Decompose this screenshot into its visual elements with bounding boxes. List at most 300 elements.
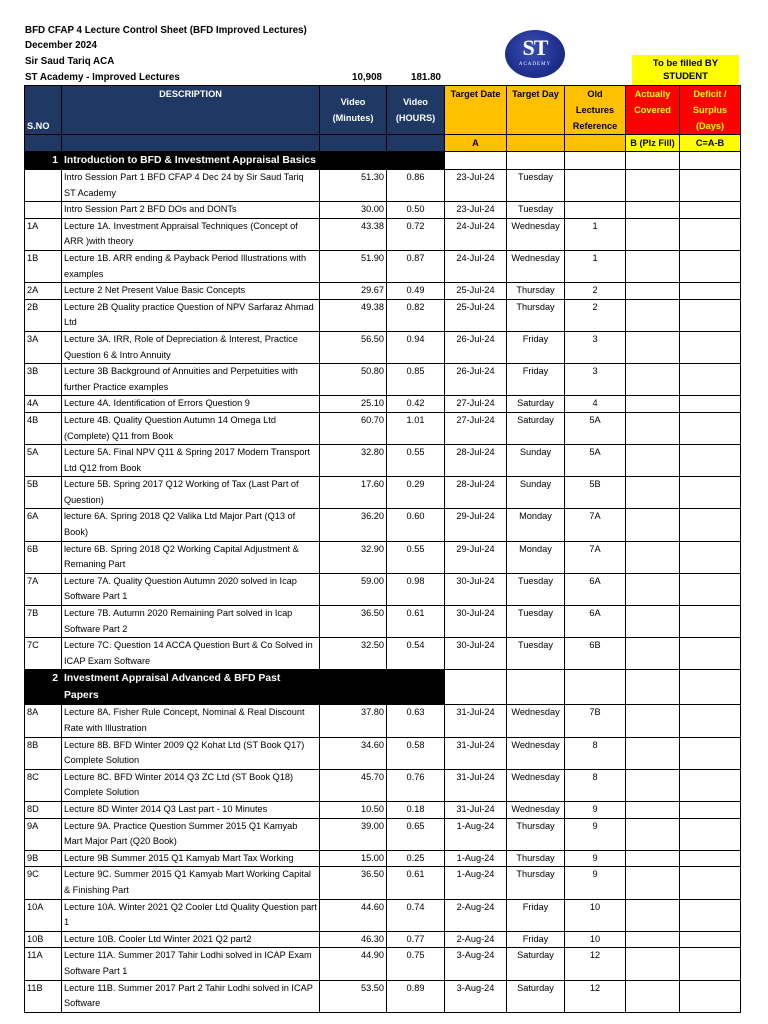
total-minutes: 10,908 <box>352 72 382 83</box>
actually-covered-input[interactable] <box>626 250 680 282</box>
lecture-minutes: 17.60 <box>320 477 387 509</box>
lecture-sno: 2B <box>25 299 62 331</box>
lecture-old-reference: 9 <box>565 818 626 850</box>
actually-covered-input[interactable] <box>626 477 680 509</box>
deficit-surplus-cell <box>680 477 741 509</box>
logo-sub-text: ACADEMY <box>518 62 552 67</box>
lecture-target-day: Wednesday <box>507 250 565 282</box>
col-video-minutes: Video (Minutes) <box>320 86 387 135</box>
actually-covered-input[interactable] <box>626 850 680 867</box>
lecture-description: lecture 6B. Spring 2018 Q2 Working Capital Adjustment & Remaning Part <box>62 541 320 573</box>
lecture-sno: 8A <box>25 705 62 737</box>
sub-blank <box>387 135 445 152</box>
lecture-hours: 0.65 <box>387 818 445 850</box>
lecture-hours: 0.60 <box>387 509 445 541</box>
lecture-row <box>25 170 741 202</box>
subheader-row <box>25 135 741 152</box>
actually-covered-input[interactable] <box>626 202 680 219</box>
deficit-surplus-cell <box>680 170 741 202</box>
lecture-minutes: 44.60 <box>320 899 387 931</box>
lecture-hours: 0.86 <box>387 170 445 202</box>
lecture-sno: 6B <box>25 541 62 573</box>
lecture-description: Lecture 7A. Quality Question Autumn 2020 solved in Icap Software Part 1 <box>62 573 320 605</box>
section-title: Investment Appraisal Advanced & BFD Past Papers <box>62 670 320 705</box>
lecture-hours: 0.72 <box>387 218 445 250</box>
col-sno: S.NO <box>25 86 62 135</box>
lecture-sno: 5B <box>25 477 62 509</box>
lecture-description: Lecture 10A. Winter 2021 Q2 Cooler Ltd Quality Question part 1 <box>62 899 320 931</box>
lecture-hours: 0.75 <box>387 948 445 980</box>
deficit-surplus-cell <box>680 250 741 282</box>
sub-blank <box>507 135 565 152</box>
lecture-minutes: 44.90 <box>320 948 387 980</box>
lecture-hours: 0.42 <box>387 396 445 413</box>
lecture-hours: 0.55 <box>387 541 445 573</box>
lecture-sno: 11A <box>25 948 62 980</box>
lecture-target-date: 23-Jul-24 <box>445 170 507 202</box>
lecture-row <box>25 396 741 413</box>
lecture-description: Lecture 10B. Cooler Ltd Winter 2021 Q2 part2 <box>62 931 320 948</box>
lecture-description: Lecture 5B. Spring 2017 Q12 Working of Tax (Last Part of Question) <box>62 477 320 509</box>
lecture-target-date: 1-Aug-24 <box>445 818 507 850</box>
lecture-sno: 9B <box>25 850 62 867</box>
lecture-row <box>25 445 741 477</box>
section-fill <box>387 152 445 170</box>
sub-blank <box>320 135 387 152</box>
lecture-target-day: Wednesday <box>507 737 565 769</box>
lecture-description: Lecture 8C. BFD Winter 2014 Q3 ZC Ltd (ST Book Q18) Complete Solution <box>62 769 320 801</box>
lecture-description: Lecture 9B Summer 2015 Q1 Kamyab Mart Tax Working <box>62 850 320 867</box>
deficit-surplus-cell <box>680 818 741 850</box>
lecture-old-reference: 7B <box>565 705 626 737</box>
lecture-sno: 10A <box>25 899 62 931</box>
deficit-surplus-cell <box>680 396 741 413</box>
lecture-row <box>25 331 741 363</box>
lecture-old-reference: 6A <box>565 573 626 605</box>
deficit-surplus-cell <box>680 218 741 250</box>
lecture-row <box>25 218 741 250</box>
lecture-sno: 1A <box>25 218 62 250</box>
lecture-target-day: Friday <box>507 931 565 948</box>
actually-covered-input[interactable] <box>626 948 680 980</box>
lecture-target-day: Wednesday <box>507 801 565 818</box>
actually-covered-input[interactable] <box>626 573 680 605</box>
actually-covered-input[interactable] <box>626 170 680 202</box>
deficit-surplus-cell <box>680 850 741 867</box>
lecture-row <box>25 250 741 282</box>
lecture-description: Lecture 9A. Practice Question Summer 2015 Q1 Kamyab Mart Major Part (Q20 Book) <box>62 818 320 850</box>
lecture-row <box>25 818 741 850</box>
actually-covered-input[interactable] <box>626 283 680 300</box>
section-number: 1 <box>25 152 62 170</box>
lecture-hours: 0.74 <box>387 899 445 931</box>
actually-covered-input[interactable] <box>626 331 680 363</box>
sub-blank <box>62 135 320 152</box>
col-target-date: Target Date <box>445 86 507 135</box>
lecture-description: Lecture 4B. Quality Question Autumn 14 Omega Ltd (Complete) Q11 from Book <box>62 412 320 444</box>
lecture-row <box>25 850 741 867</box>
lecture-target-day: Sunday <box>507 477 565 509</box>
lecture-description: Lecture 9C. Summer 2015 Q1 Kamyab Mart Working Capital & Finishing Part <box>62 867 320 899</box>
actually-covered-input[interactable] <box>626 737 680 769</box>
lecture-control-table <box>24 85 741 1013</box>
lecture-minutes: 32.50 <box>320 638 387 670</box>
sheet-author: Sir Saud Tariq ACA <box>25 56 115 67</box>
lecture-hours: 0.58 <box>387 737 445 769</box>
lecture-sno: 7B <box>25 606 62 638</box>
lecture-row <box>25 899 741 931</box>
actually-covered-input[interactable] <box>626 509 680 541</box>
lecture-description: Lecture 3A. IRR, Role of Depreciation & Interest, Practice Question 6 & Intro Annuity <box>62 331 320 363</box>
lecture-row <box>25 202 741 219</box>
lecture-target-date: 30-Jul-24 <box>445 606 507 638</box>
lecture-description: Lecture 2B Quality practice Question of NPV Sarfaraz Ahmad Ltd <box>62 299 320 331</box>
lecture-hours: 0.54 <box>387 638 445 670</box>
section-empty <box>445 152 507 170</box>
lecture-sno <box>25 202 62 219</box>
lecture-description: Lecture 8B. BFD Winter 2009 Q2 Kohat Ltd (ST Book Q17) Complete Solution <box>62 737 320 769</box>
lecture-target-date: 31-Jul-24 <box>445 737 507 769</box>
lecture-minutes: 36.50 <box>320 867 387 899</box>
actually-covered-input[interactable] <box>626 705 680 737</box>
section-fill <box>387 670 445 705</box>
deficit-surplus-cell <box>680 412 741 444</box>
actually-covered-input[interactable] <box>626 606 680 638</box>
lecture-old-reference: 12 <box>565 980 626 1012</box>
lecture-sno: 6A <box>25 509 62 541</box>
lecture-target-day: Tuesday <box>507 606 565 638</box>
lecture-target-day: Friday <box>507 899 565 931</box>
lecture-target-day: Monday <box>507 509 565 541</box>
section-empty <box>565 670 626 705</box>
lecture-hours: 0.55 <box>387 445 445 477</box>
lecture-minutes: 29.67 <box>320 283 387 300</box>
to-be-filled-banner: To be filled BY STUDENT <box>632 55 739 85</box>
lecture-target-day: Wednesday <box>507 218 565 250</box>
lecture-minutes: 59.00 <box>320 573 387 605</box>
lecture-target-day: Wednesday <box>507 705 565 737</box>
lecture-row <box>25 606 741 638</box>
deficit-surplus-cell <box>680 737 741 769</box>
deficit-surplus-cell <box>680 867 741 899</box>
section-row <box>25 670 741 705</box>
actually-covered-input[interactable] <box>626 931 680 948</box>
lecture-target-day: Saturday <box>507 412 565 444</box>
lecture-hours: 0.94 <box>387 331 445 363</box>
actually-covered-input[interactable] <box>626 801 680 818</box>
lecture-row <box>25 705 741 737</box>
lecture-minutes: 39.00 <box>320 818 387 850</box>
actually-covered-input[interactable] <box>626 218 680 250</box>
lecture-old-reference <box>565 170 626 202</box>
lecture-sno: 3A <box>25 331 62 363</box>
lecture-target-date: 27-Jul-24 <box>445 396 507 413</box>
lecture-hours: 1.01 <box>387 412 445 444</box>
lecture-minutes: 60.70 <box>320 412 387 444</box>
lecture-minutes: 37.80 <box>320 705 387 737</box>
deficit-surplus-cell <box>680 364 741 396</box>
actually-covered-input[interactable] <box>626 818 680 850</box>
lecture-minutes: 32.90 <box>320 541 387 573</box>
actually-covered-input[interactable] <box>626 899 680 931</box>
lecture-hours: 0.87 <box>387 250 445 282</box>
actually-covered-input[interactable] <box>626 445 680 477</box>
lecture-minutes: 50.80 <box>320 364 387 396</box>
lecture-description: Lecture 7B. Autumn 2020 Remaining Part solved in Icap Software Part 2 <box>62 606 320 638</box>
lecture-target-date: 3-Aug-24 <box>445 948 507 980</box>
lecture-row <box>25 638 741 670</box>
lecture-old-reference <box>565 202 626 219</box>
lecture-target-date: 26-Jul-24 <box>445 364 507 396</box>
section-empty <box>445 670 507 705</box>
lecture-minutes: 34.60 <box>320 737 387 769</box>
lecture-target-day: Tuesday <box>507 202 565 219</box>
section-empty <box>565 152 626 170</box>
lecture-minutes: 49.38 <box>320 299 387 331</box>
lecture-target-day: Thursday <box>507 867 565 899</box>
lecture-old-reference: 6B <box>565 638 626 670</box>
lecture-hours: 0.77 <box>387 931 445 948</box>
lecture-row <box>25 509 741 541</box>
deficit-surplus-cell <box>680 705 741 737</box>
lecture-minutes: 51.30 <box>320 170 387 202</box>
actually-covered-input[interactable] <box>626 364 680 396</box>
section-empty <box>680 670 741 705</box>
lecture-target-day: Friday <box>507 331 565 363</box>
lecture-row <box>25 283 741 300</box>
actually-covered-input[interactable] <box>626 980 680 1012</box>
lecture-old-reference: 1 <box>565 218 626 250</box>
lecture-description: Intro Session Part 1 BFD CFAP 4 Dec 24 by Sir Saud Tariq ST Academy <box>62 170 320 202</box>
lecture-old-reference: 5A <box>565 412 626 444</box>
lecture-target-day: Thursday <box>507 850 565 867</box>
section-fill <box>320 670 387 705</box>
lecture-target-date: 31-Jul-24 <box>445 801 507 818</box>
section-row <box>25 152 741 170</box>
deficit-surplus-cell <box>680 948 741 980</box>
lecture-description: Lecture 8A. Fisher Rule Concept, Nominal & Real Discount Rate with Illustration <box>62 705 320 737</box>
table-body <box>25 152 741 1013</box>
lecture-row <box>25 801 741 818</box>
lecture-minutes: 43.38 <box>320 218 387 250</box>
lecture-hours: 0.29 <box>387 477 445 509</box>
lecture-target-day: Thursday <box>507 299 565 331</box>
actually-covered-input[interactable] <box>626 299 680 331</box>
lecture-hours: 0.49 <box>387 283 445 300</box>
header-row <box>25 86 741 135</box>
lecture-minutes: 25.10 <box>320 396 387 413</box>
lecture-sno: 7A <box>25 573 62 605</box>
lecture-hours: 0.82 <box>387 299 445 331</box>
actually-covered-input[interactable] <box>626 867 680 899</box>
actually-covered-input[interactable] <box>626 396 680 413</box>
lecture-sno <box>25 170 62 202</box>
lecture-target-day: Tuesday <box>507 170 565 202</box>
lecture-minutes: 15.00 <box>320 850 387 867</box>
lecture-hours: 0.76 <box>387 769 445 801</box>
lecture-row <box>25 867 741 899</box>
deficit-surplus-cell <box>680 899 741 931</box>
lecture-row <box>25 573 741 605</box>
lecture-old-reference: 2 <box>565 283 626 300</box>
lecture-target-date: 24-Jul-24 <box>445 250 507 282</box>
lecture-target-date: 25-Jul-24 <box>445 283 507 300</box>
lecture-target-date: 3-Aug-24 <box>445 980 507 1012</box>
actually-covered-input[interactable] <box>626 541 680 573</box>
lecture-row <box>25 412 741 444</box>
deficit-surplus-cell <box>680 769 741 801</box>
lecture-target-day: Tuesday <box>507 573 565 605</box>
lecture-minutes: 30.00 <box>320 202 387 219</box>
lecture-minutes: 10.50 <box>320 801 387 818</box>
lecture-minutes: 36.50 <box>320 606 387 638</box>
lecture-old-reference: 5B <box>565 477 626 509</box>
lecture-old-reference: 3 <box>565 364 626 396</box>
lecture-row <box>25 299 741 331</box>
lecture-hours: 0.18 <box>387 801 445 818</box>
lecture-target-date: 31-Jul-24 <box>445 705 507 737</box>
lecture-target-day: Wednesday <box>507 769 565 801</box>
lecture-row <box>25 541 741 573</box>
section-title: Introduction to BFD & Investment Appraisal Basics <box>62 152 320 170</box>
lecture-target-date: 31-Jul-24 <box>445 769 507 801</box>
lecture-minutes: 32.80 <box>320 445 387 477</box>
lecture-sno: 9C <box>25 867 62 899</box>
lecture-description: Lecture 5A. Final NPV Q11 & Spring 2017 Modern Transport Ltd Q12 from Book <box>62 445 320 477</box>
lecture-target-day: Tuesday <box>507 638 565 670</box>
actually-covered-input[interactable] <box>626 412 680 444</box>
section-empty <box>626 152 680 170</box>
lecture-target-date: 26-Jul-24 <box>445 331 507 363</box>
lecture-minutes: 46.30 <box>320 931 387 948</box>
section-empty <box>507 670 565 705</box>
deficit-surplus-cell <box>680 638 741 670</box>
lecture-description: Lecture 1A. Investment Appraisal Techniques (Concept of ARR )with theory <box>62 218 320 250</box>
lecture-old-reference: 10 <box>565 931 626 948</box>
deficit-surplus-cell <box>680 573 741 605</box>
section-empty <box>626 670 680 705</box>
lecture-hours: 0.25 <box>387 850 445 867</box>
sub-blank <box>565 135 626 152</box>
lecture-old-reference: 4 <box>565 396 626 413</box>
lecture-target-date: 2-Aug-24 <box>445 899 507 931</box>
st-academy-logo <box>505 30 565 78</box>
lecture-sno: 4A <box>25 396 62 413</box>
sub-blank <box>25 135 62 152</box>
lecture-sno: 8D <box>25 801 62 818</box>
lecture-description: Lecture 1B. ARR ending & Payback Period Illustrations with examples <box>62 250 320 282</box>
lecture-target-day: Sunday <box>507 445 565 477</box>
lecture-sno: 3B <box>25 364 62 396</box>
deficit-surplus-cell <box>680 541 741 573</box>
lecture-target-date: 24-Jul-24 <box>445 218 507 250</box>
lecture-description: Lecture 8D Winter 2014 Q3 Last part - 10 Minutes <box>62 801 320 818</box>
lecture-target-date: 29-Jul-24 <box>445 541 507 573</box>
lecture-row <box>25 477 741 509</box>
lecture-hours: 0.50 <box>387 202 445 219</box>
lecture-target-date: 30-Jul-24 <box>445 573 507 605</box>
sub-c: C=A-B <box>680 135 741 152</box>
lecture-description: Lecture 7C. Question 14 ACCA Question Burt & Co Solved in ICAP Exam Software <box>62 638 320 670</box>
deficit-surplus-cell <box>680 445 741 477</box>
sheet-title: BFD CFAP 4 Lecture Control Sheet (BFD Improved Lectures) <box>25 25 307 36</box>
deficit-surplus-cell <box>680 801 741 818</box>
lecture-target-date: 28-Jul-24 <box>445 445 507 477</box>
lecture-target-day: Friday <box>507 364 565 396</box>
lecture-target-day: Saturday <box>507 948 565 980</box>
lecture-hours: 0.63 <box>387 705 445 737</box>
lecture-target-day: Thursday <box>507 818 565 850</box>
lecture-description: Lecture 2 Net Present Value Basic Concepts <box>62 283 320 300</box>
lecture-target-day: Thursday <box>507 283 565 300</box>
lecture-description: Lecture 4A. Identification of Errors Question 9 <box>62 396 320 413</box>
lecture-old-reference: 8 <box>565 737 626 769</box>
lecture-old-reference: 7A <box>565 541 626 573</box>
lecture-sno: 7C <box>25 638 62 670</box>
lecture-description: Lecture 11B. Summer 2017 Part 2 Tahir Lodhi solved in ICAP Software <box>62 980 320 1012</box>
lecture-sno: 8C <box>25 769 62 801</box>
lecture-hours: 0.98 <box>387 573 445 605</box>
lecture-row <box>25 931 741 948</box>
lecture-minutes: 45.70 <box>320 769 387 801</box>
lecture-old-reference: 5A <box>565 445 626 477</box>
section-number: 2 <box>25 670 62 705</box>
lecture-sno: 11B <box>25 980 62 1012</box>
total-hours: 181.80 <box>411 72 441 83</box>
lecture-sno: 10B <box>25 931 62 948</box>
lecture-row <box>25 948 741 980</box>
lecture-old-reference: 6A <box>565 606 626 638</box>
col-old-reference: Old Lectures Reference <box>565 86 626 135</box>
lecture-old-reference: 10 <box>565 899 626 931</box>
lecture-target-date: 30-Jul-24 <box>445 638 507 670</box>
sheet-subtitle: ST Academy - Improved Lectures <box>25 72 180 83</box>
lecture-old-reference: 12 <box>565 948 626 980</box>
section-fill <box>320 152 387 170</box>
lecture-minutes: 56.50 <box>320 331 387 363</box>
lecture-old-reference: 7A <box>565 509 626 541</box>
lecture-old-reference: 9 <box>565 850 626 867</box>
lecture-sno: 2A <box>25 283 62 300</box>
lecture-description: Lecture 11A. Summer 2017 Tahir Lodhi solved in ICAP Exam Software Part 1 <box>62 948 320 980</box>
lecture-sno: 9A <box>25 818 62 850</box>
lecture-sno: 8B <box>25 737 62 769</box>
sub-a: A <box>445 135 507 152</box>
deficit-surplus-cell <box>680 980 741 1012</box>
actually-covered-input[interactable] <box>626 769 680 801</box>
lecture-description: Intro Session Part 2 BFD DOs and DONTs <box>62 202 320 219</box>
deficit-surplus-cell <box>680 283 741 300</box>
lecture-hours: 0.85 <box>387 364 445 396</box>
lecture-sno: 5A <box>25 445 62 477</box>
deficit-surplus-cell <box>680 299 741 331</box>
lecture-target-date: 25-Jul-24 <box>445 299 507 331</box>
lecture-hours: 0.61 <box>387 867 445 899</box>
section-empty <box>680 152 741 170</box>
lecture-hours: 0.89 <box>387 980 445 1012</box>
sheet-period: December 2024 <box>25 40 97 51</box>
col-video-hours: Video (HOURS) <box>387 86 445 135</box>
lecture-old-reference: 9 <box>565 801 626 818</box>
col-target-day: Target Day <box>507 86 565 135</box>
lecture-old-reference: 9 <box>565 867 626 899</box>
actually-covered-input[interactable] <box>626 638 680 670</box>
lecture-target-day: Monday <box>507 541 565 573</box>
logo-main-text: ST <box>522 35 548 60</box>
lecture-sno: 1B <box>25 250 62 282</box>
lecture-row <box>25 769 741 801</box>
lecture-sno: 4B <box>25 412 62 444</box>
